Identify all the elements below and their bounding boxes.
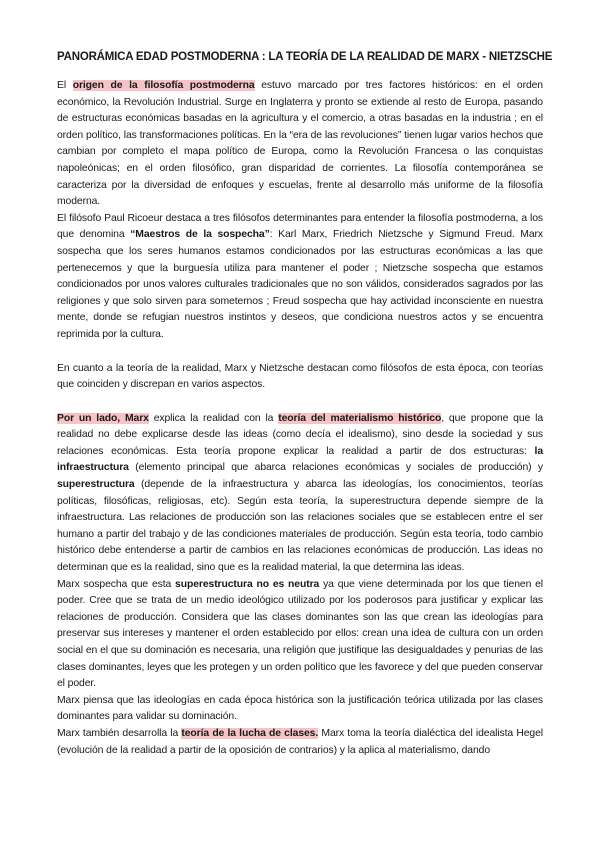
paragraph-reality-theory: En cuanto a la teoría de la realidad, Marx y Nietzsche destacan como filósofos de esta época, con teorías que coinciden y discrepan en varios aspectos. bbox=[57, 362, 543, 391]
text-run: Marx también desarrolla la bbox=[57, 727, 182, 739]
bold-term: superestructura bbox=[57, 479, 135, 491]
text-run: Marx toma la teoría dialéctica del idealista Hegel (evolución de la realidad a partir de la oposición de contrarios) y la aplica al materialismo, dando bbox=[57, 727, 543, 756]
paragraph-ricoeur bbox=[57, 211, 543, 344]
text-run: , que propone que la realidad no debe explicarse desde las ideas (como decía el idealismo), sino desde la sociedad y sus relaciones económicas. Esta teoría propone explicar la realidad a partir de dos estructuras: bbox=[57, 412, 544, 457]
paragraph-superstructure bbox=[57, 577, 543, 693]
bold-term: “Maestros de la sospecha” bbox=[130, 229, 270, 241]
text-run: El filósofo Paul Ricoeur destaca a tres filósofos determinantes para entender la filosofía postmoderna, a los que denomina bbox=[57, 212, 543, 241]
text-run: estuvo marcado por tres factores históricos: en el orden económico, la Revolución Industrial. Surge en Inglaterra y pronto se extiende al resto de Europa, pasando de estructuras económicas basadas en la agricultura y el comercio, a otras basadas en la industria ; en el orden político, las transformaciones políticas. En la “era de las revoluciones” tienen lugar varios hechos que cambian por completo el mapa político de Europa, como la Revolución Francesa o las conquistas napoleónicas; en el orden filosófico, gran disparidad de corrientes. La filosofía contemporánea se caracteriza por la diversidad de enfoques y escuelas, frente al desarrollo más uniforme de la filosofía moderna. bbox=[57, 80, 543, 208]
paragraph-spacer bbox=[57, 394, 543, 411]
paragraph-spacer bbox=[57, 344, 543, 361]
bold-term: superestructura no es neutra bbox=[175, 578, 320, 590]
highlighted-term: origen de la filosofía postmoderna bbox=[72, 80, 255, 91]
highlighted-term: teoría del materialismo histórico bbox=[278, 412, 442, 424]
text-run: ya que viene determinada por los que tienen el poder. Cree que se trata de un medio ideológico utilizado por los poderosos para justificar y explicar las relaciones de producción. Considera que las clases dominantes son las que crean las ideologías para preservar sus intereses y mantener el orden establecido por ellos: crean una idea de cultura con un orden social en el que su dominación es necesaria, una religión que justifique las desigualdades y penurias de las clases dominantes, leyes que les protegen y un orden político que les favorece y del que pueden conservar el poder. bbox=[57, 578, 544, 690]
text-run: : Karl Marx, Friedrich Nietzsche y Sigmund Freud. Marx sospecha que los seres humanos estamos condicionados por las estructuras económicas a las que pertenecemos y que la burguesía utiliza para mantener el poder ; Nietzsche sospecha que estamos condicionados por unos valores culturales tradicionales que no son válidos, considerados sagrados por las religiones y que solo sirven para someternos ; Freud sospecha que hay actividad inconsciente en nuestra mente, donde se refugian nuestros instintos y deseos, que condiciona nuestros actos y se encuentra reprimida por la cultura. bbox=[57, 229, 543, 340]
paragraph-class-struggle bbox=[57, 726, 543, 759]
paragraph-origin bbox=[57, 78, 543, 211]
text-run: (elemento principal que abarca relaciones económicas y sociales de producción) y bbox=[128, 462, 543, 474]
document-title: PANORÁMICA EDAD POSTMODERNA : LA TEORÍA DE LA REALIDAD DE MARX - NIETZSCHE bbox=[57, 51, 553, 63]
text-run: explica la realidad con la bbox=[148, 412, 279, 424]
paragraph-marx-materialism bbox=[57, 411, 543, 577]
highlighted-term: teoría de la lucha de clases. bbox=[181, 727, 319, 739]
highlighted-term: Por un lado, Marx bbox=[57, 412, 149, 424]
text-run: El bbox=[57, 80, 73, 91]
text-run: Marx sospecha que esta bbox=[57, 578, 176, 590]
paragraph-ideologies: Marx piensa que las ideologías en cada época histórica son la justificación teórica utilizada por las clases dominantes para validar su dominación. bbox=[57, 694, 543, 723]
text-run: (depende de la infraestructura y abarca las ideologías, los conocimientos, teorías políticas, filosóficas, religiosas, etc). Según esta teoría, la superestructura depende siempre de la infraestructura. Las relaciones de producción son las relaciones sociales que se establecen entre el ser humano a partir del trabajo y de las condiciones materiales de producción. Según esta teoría, todo cambio histórico debe entenderse a partir de cambios en las relaciones económicas de producción. Las ideas no determinan que es la realidad, sino que es la realidad material, la que determina las ideas. bbox=[57, 479, 543, 574]
bold-term: la infraestructura bbox=[57, 445, 543, 474]
